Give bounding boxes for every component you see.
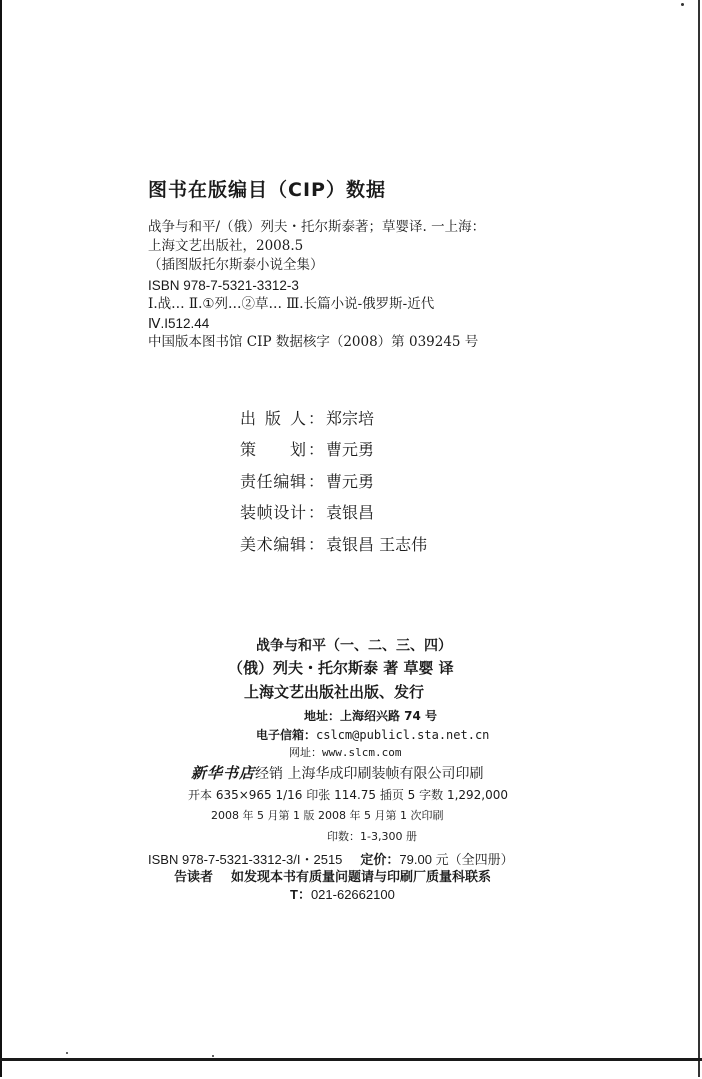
staff-role: [240, 406, 306, 429]
isbn-full: ISBN 978-7-5321-3312-3/I・2515: [148, 852, 343, 867]
cip-line-check-number: 中国版本图书馆 CIP 数据核字（2008）第 039245 号: [148, 334, 479, 351]
phone-label: T：: [290, 887, 311, 902]
staff-colon: ：: [307, 408, 324, 428]
staff-colon: ：: [307, 471, 324, 491]
website-value: www.slcm.com: [322, 746, 402, 759]
staff-role-char: 辑: [289, 534, 306, 554]
staff-name: 郑宗培: [326, 408, 375, 428]
imprint-address: 地址：上海绍兴路 74 号: [304, 709, 438, 723]
notice-lead: 告读者: [174, 870, 214, 885]
imprint-website: [289, 744, 401, 760]
cip-line-publisher: 上海文艺出版社，2008.5: [148, 238, 304, 255]
staff-role-char: 责: [240, 471, 257, 491]
printer-phone: [290, 884, 395, 903]
imprint-edition: 2008 年 5 月第 1 版 2008 年 5 月第 1 次印刷: [211, 809, 444, 822]
imprint-print-run: 印数：1-3,300 册: [327, 830, 417, 843]
staff-name: 袁银昌: [326, 503, 375, 522]
staff-name: 曹元勇: [326, 471, 375, 491]
imprint-publisher-line: 上海文艺出版社出版、发行: [244, 683, 425, 701]
staff-role-char: 出: [240, 408, 257, 428]
staff-role: [240, 469, 306, 492]
cip-line-isbn: ISBN 978-7-5321-3312-3: [148, 277, 299, 293]
staff-row-publisher: [240, 404, 427, 430]
staff-role-char: 术: [256, 534, 273, 554]
cip-line-classification: Ⅳ.I512.44: [148, 316, 210, 332]
staff-role-char: 版: [264, 408, 281, 428]
staff-row-editor: [240, 467, 427, 493]
cip-record: [148, 218, 485, 352]
staff-role-char: 划: [289, 440, 306, 459]
imprint-format-specs: 开本 635×965 1/16 印张 114.75 插页 5 字数 1,292,000: [188, 788, 509, 802]
staff-role-char: 装: [240, 503, 257, 522]
staff-role-char: 人: [289, 408, 306, 428]
scan-speck: [212, 1055, 214, 1057]
staff-colon: ：: [307, 503, 324, 522]
cip-line-series: （插图版托尔斯泰小说全集）: [148, 257, 324, 274]
staff-role-char: 任: [256, 471, 273, 491]
staff-name: 袁银昌 王志伟: [326, 534, 428, 554]
imprint-distribution: [191, 762, 483, 783]
notice-text: 如发现本书有质量问题请与印刷厂质量科联系: [231, 870, 492, 885]
cip-heading: 图书在版编目（CIP）数据: [148, 179, 386, 201]
staff-role: [240, 500, 306, 523]
scan-speck: [66, 1052, 68, 1054]
phone-value: 021-62662100: [310, 887, 395, 902]
price-label: 定价：: [360, 853, 400, 868]
staff-role: [240, 532, 306, 555]
reader-notice: [174, 866, 491, 885]
distribution-text: 经销 上海华成印刷装帧有限公司印刷: [255, 766, 484, 782]
page-bottom-edge: [0, 1058, 702, 1061]
staff-row-designer: [240, 499, 427, 525]
staff-name: 曹元勇: [326, 440, 375, 459]
staff-role-char: 辑: [289, 471, 306, 491]
cip-line-subjects: Ⅰ.战… Ⅱ.①列…②草… Ⅲ.长篇小说-俄罗斯-近代: [148, 295, 435, 312]
staff-role: [240, 437, 306, 460]
email-label: 电子信箱：: [256, 728, 317, 742]
staff-colon: ：: [307, 534, 324, 554]
imprint-author-line: （俄）列夫・托尔斯泰 著 草婴 译: [228, 659, 454, 677]
staff-role-char: 计: [289, 503, 306, 522]
xinhua-bookstore-logo: 新华书店: [191, 764, 256, 782]
staff-role-char: 设: [273, 503, 290, 522]
website-label: 网址：: [289, 746, 322, 759]
staff-colon: ：: [307, 440, 324, 459]
staff-role-char: 策: [240, 440, 257, 459]
staff-role-char: 帧: [256, 503, 273, 522]
scan-speck: [681, 3, 684, 6]
imprint-email: [256, 726, 489, 743]
staff-credits: [240, 404, 427, 562]
staff-role-char: 编: [273, 534, 290, 554]
staff-row-art-editor: [240, 530, 427, 556]
price-value: 79.00 元（全四册）: [399, 852, 514, 867]
email-value: cslcm@publicl.sta.net.cn: [316, 728, 490, 742]
staff-row-planner: [240, 436, 427, 462]
staff-role-char: 美: [240, 534, 257, 554]
staff-role-char: 编: [273, 471, 290, 491]
imprint-title: 战争与和平（一、二、三、四）: [256, 638, 452, 654]
cip-line-title: 战争与和平/（俄）列夫・托尔斯泰著；草婴译. 一上海：: [148, 219, 486, 235]
